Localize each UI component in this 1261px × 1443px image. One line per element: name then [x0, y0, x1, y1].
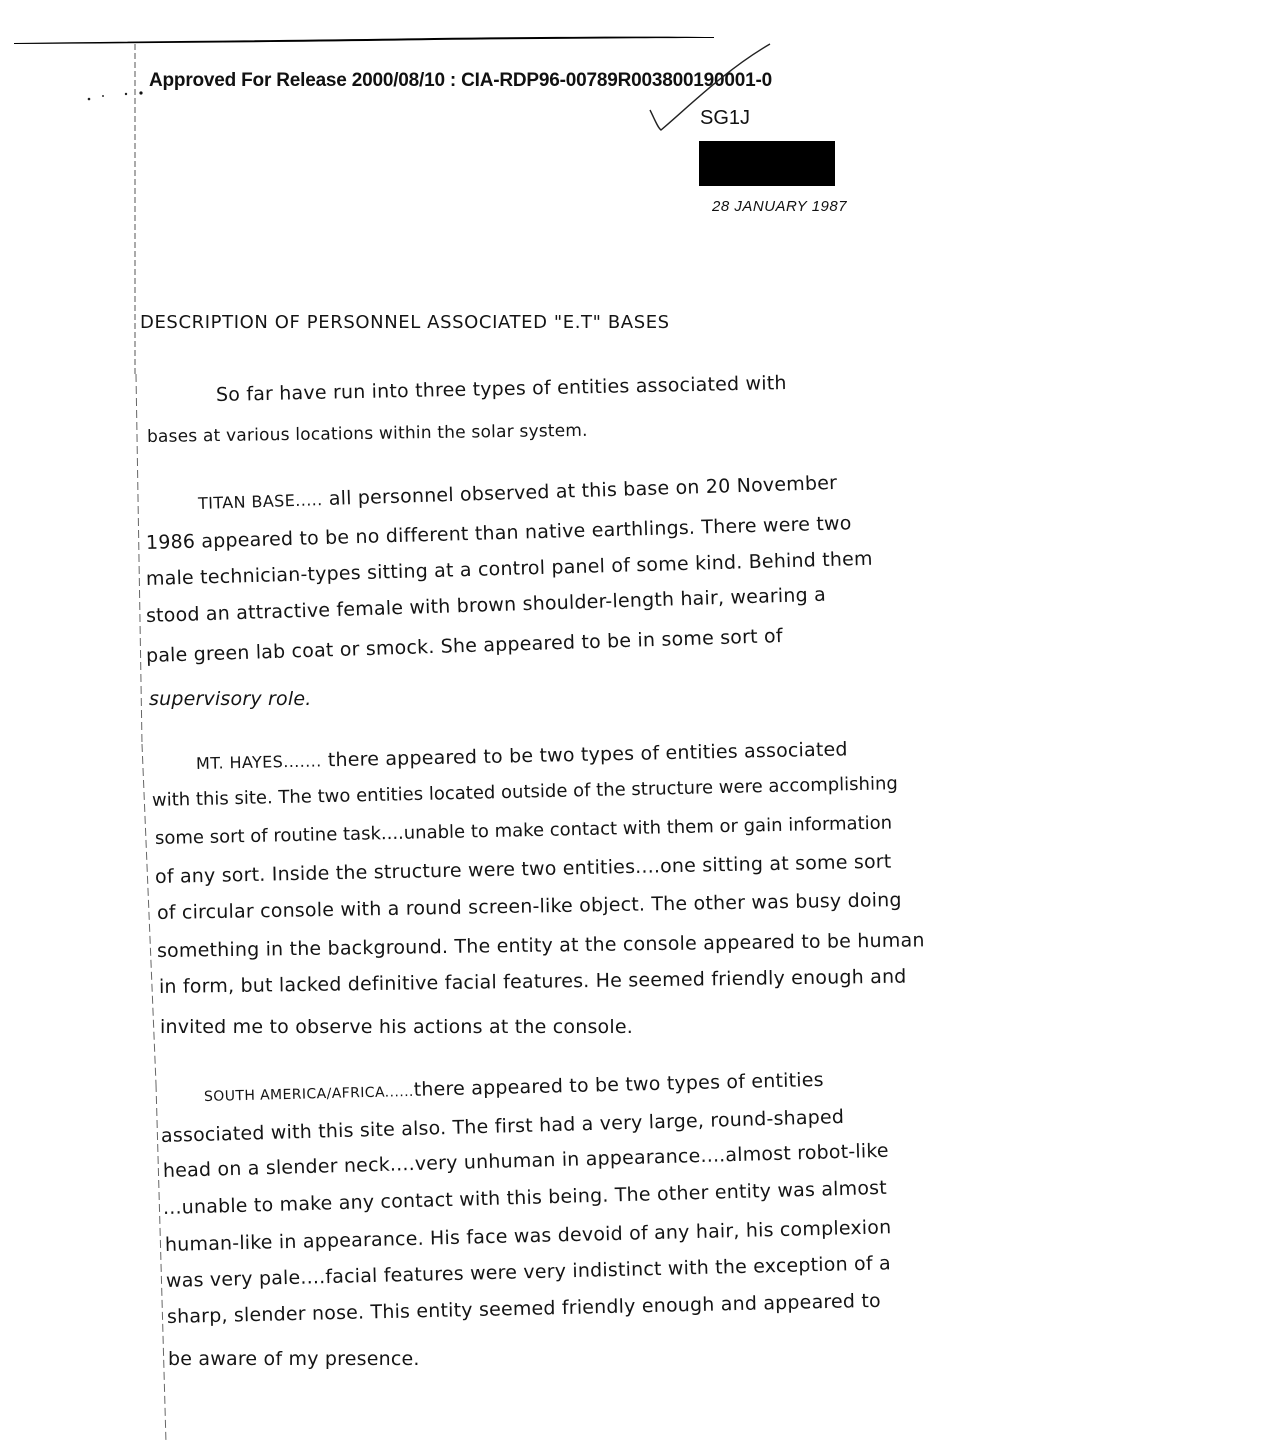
- text-line: [204, 1069, 824, 1106]
- scan-specks: [84, 86, 144, 106]
- document-title: DESCRIPTION OF PERSONNEL ASSOCIATED "E.T" BASES: [140, 312, 670, 333]
- top-scan-rule: [14, 36, 714, 44]
- text-line: stood an attractive female with brown shoulder-length hair, wearing a: [145, 583, 827, 627]
- text-line: of any sort. Inside the structure were two entities....one sitting at some sort: [154, 850, 892, 888]
- text-line: was very pale....facial features were very indistinct with the exception of a: [165, 1252, 892, 1292]
- text-line: associated with this site also. The first had a very large, round-shaped: [160, 1105, 845, 1147]
- text-line-content: there appeared to be two types of entities: [413, 1068, 824, 1101]
- text-line: pale green lab coat or smock. She appeared to be in some sort of: [145, 624, 783, 667]
- text-line-content: there appeared to be two types of entities associated: [321, 738, 848, 772]
- text-line: supervisory role.: [149, 688, 312, 710]
- text-line: So far have run into three types of entities associated with: [215, 372, 787, 406]
- text-line: 1986 appeared to be no different than native earthlings. There were two: [145, 512, 852, 554]
- text-line: bases at various locations within the solar system.: [146, 420, 588, 447]
- text-line: be aware of my presence.: [168, 1348, 420, 1370]
- text-line: male technician-types sitting at a control panel of some kind. Behind them: [145, 547, 874, 590]
- text-line: [198, 472, 838, 514]
- text-line: some sort of routine task....unable to make contact with them or gain information: [154, 812, 893, 849]
- section-heading: MT. HAYES.......: [195, 751, 322, 773]
- text-line: head on a slender neck....very unhuman in appearance....almost robot-like: [162, 1139, 890, 1182]
- text-line: with this site. The two entities located outside of the structure were accomplishing: [151, 773, 899, 811]
- release-header: Approved For Release 2000/08/10 : CIA-RDP96-00789R003800190001-0: [149, 70, 773, 91]
- text-line: invited me to observe his actions at the console.: [160, 1016, 633, 1038]
- section-heading: SOUTH AMERICA/AFRICA......: [203, 1083, 414, 1105]
- text-line: ...unable to make any contact with this being. The other entity was almost: [162, 1176, 888, 1219]
- text-line: in form, but lacked definitive facial features. He seemed friendly enough and: [158, 965, 907, 998]
- redaction-block: [699, 141, 835, 186]
- text-line-content: all personnel observed at this base on 20 November: [322, 471, 838, 511]
- text-line: [196, 738, 848, 774]
- text-line: something in the background. The entity at the console appeared to be human: [156, 929, 925, 962]
- text-line: of circular console with a round screen-like object. The other was busy doing: [156, 889, 902, 924]
- document-date: 28 JANUARY 1987: [712, 198, 848, 215]
- classification-code: SG1J: [700, 107, 751, 129]
- section-heading: TITAN BASE.....: [197, 490, 323, 513]
- text-line: sharp, slender nose. This entity seemed friendly enough and appeared to: [166, 1289, 882, 1328]
- text-line: human-like in appearance. His face was devoid of any hair, his complexion: [164, 1216, 892, 1256]
